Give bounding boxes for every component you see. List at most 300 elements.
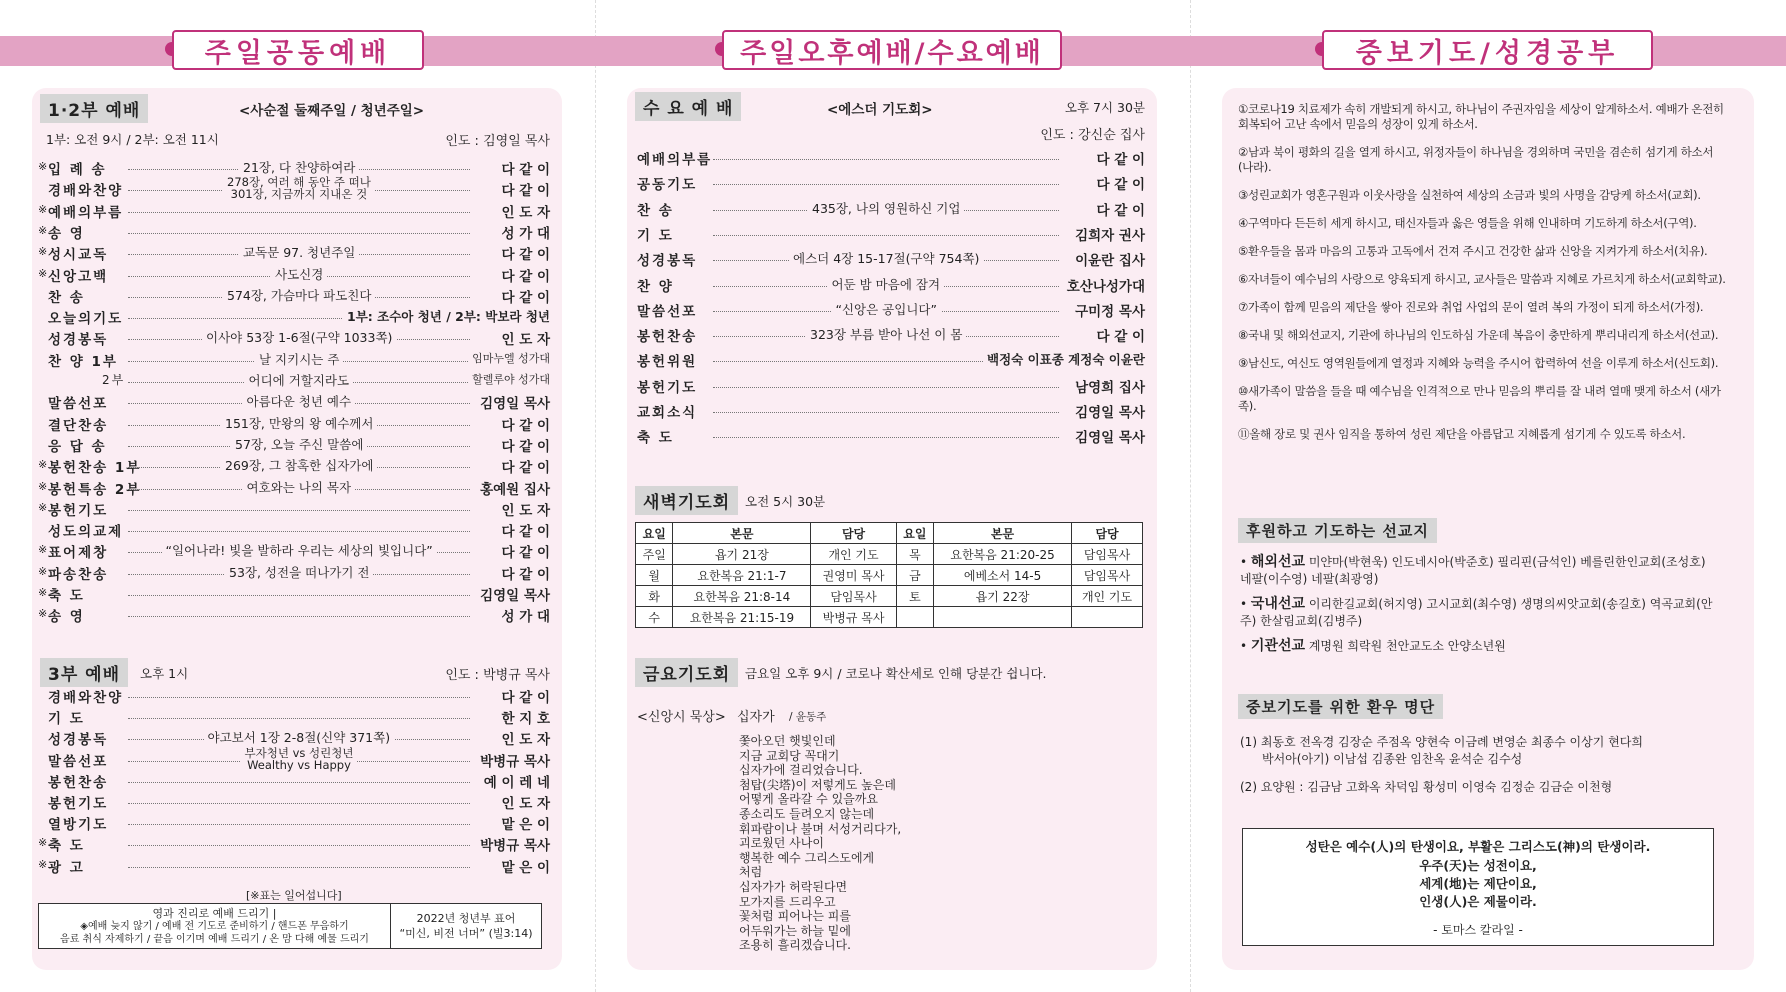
order-label: 표어제창 [48, 545, 109, 562]
order-label: 결단찬송 [48, 417, 109, 434]
order-label: 경배와찬양 [48, 183, 124, 200]
dawn-cell: 권영미 목사 [811, 565, 896, 586]
column-sunday-worship [0, 0, 595, 992]
order-label: 교회소식 [637, 405, 698, 421]
order-label: 경배와찬양 [48, 690, 124, 706]
motto-text: “미신, 비전 너머” (빌3:14) [399, 927, 533, 940]
dawn-cell: 월 [636, 565, 673, 586]
wednesday-time: 오후 7시 30분 [1064, 100, 1145, 115]
order-label: 2부 [102, 373, 126, 387]
prayer-item: ⑩새가족이 말씀을 들을 때 예수님을 인격적으로 만나 믿음의 뿌리를 잘 내려 열매 맺게 하소서 (새가족). [1238, 384, 1721, 413]
friday-title: 금요기도회 [635, 658, 738, 687]
order-person: 김영일 목사 [1071, 426, 1145, 446]
order-row [38, 478, 550, 498]
poem-line: 괴로웠던 사나이 [739, 836, 824, 851]
order-person: 맡 은 이 [497, 856, 550, 876]
poem-line: 모가지를 드리우고 [739, 894, 836, 909]
order-person: 남영희 집사 [1071, 376, 1145, 396]
poem-line: 종소리도 들려오지 않는데 [739, 806, 875, 821]
mission-item [1240, 596, 1720, 630]
sick-list-1a: (1) 최동호 전옥경 김장순 주점옥 양현숙 이금례 변영순 최종수 이상기 현다희 [1240, 735, 1643, 749]
order-row [637, 275, 1145, 295]
dawn-header-cell: 담당 [1072, 523, 1143, 544]
stand-mark: ※ [38, 564, 48, 578]
mission-label: 국내선교 [1250, 596, 1306, 612]
dotted-leader [128, 718, 470, 719]
worship-guide [39, 904, 391, 948]
poem-line: 지금 교회당 꼭대기 [739, 748, 840, 763]
order-row [38, 328, 550, 348]
poem-line: 어두워가는 하늘 밑에 [739, 923, 851, 938]
order-row [637, 350, 1145, 370]
order-person: 다 같 이 [1092, 199, 1145, 219]
quote-line3: 세계(地)는 제단이요, [1419, 876, 1537, 891]
order-label: 입 례 송 [48, 162, 107, 178]
prayer-item: ⑧국내 및 해외선교지, 기관에 하나님의 인도하심 가운데 복음이 충만하게 뿌리내리게 하소서(선교). [1238, 328, 1719, 342]
dawn-cell [1072, 607, 1143, 628]
stand-mark: ※ [38, 857, 48, 871]
order-label: 찬 양 [637, 278, 674, 295]
prayer-item: ①코로나19 치료제가 속히 개발되게 하시고, 하나님이 주권자임을 세상이 알게하소서. 예배가 온전히 회복되어 고난 속에서 믿음의 성장이 있게 하소서. [1238, 102, 1724, 131]
wednesday-subtitle: <에스더 기도회> [827, 102, 933, 118]
stand-mark: ※ [38, 586, 48, 599]
order-detail: “일어나라! 빛을 발하라 우리는 세상의 빛입니다” [162, 541, 437, 559]
dawn-schedule-table [635, 522, 1143, 628]
order-row [38, 222, 550, 242]
order-person: 김영일 목사 [476, 392, 550, 412]
order-label: 기 도 [48, 711, 85, 728]
quote-line4: 인생(人)은 제물이라. [1419, 894, 1537, 909]
stand-mark: ※ [38, 607, 48, 621]
prayer-item: ⑥자녀들이 예수님의 사랑으로 양육되게 하시고, 교사들은 말씀과 지혜로 가르치게 하소서(교회학교). [1238, 272, 1726, 286]
missions-list [1240, 554, 1720, 663]
stand-mark: ※ [38, 479, 48, 493]
prayer-item: ③성린교회가 영혼구원과 이웃사랑을 실천하여 세상의 소금과 빛의 사명을 감당케 하소서(교회). [1238, 188, 1701, 202]
third-service-time: 오후 1시 [140, 666, 189, 681]
order-label: 성도의교제 [48, 524, 124, 541]
prayer-item: ④구역마다 든든히 세게 하시고, 태신자들과 옳은 영들을 위해 인내하며 기도하게 하소서(구역). [1238, 216, 1697, 230]
sunday-times: 1부: 오전 9시 / 2부: 오전 11시 [46, 132, 219, 147]
worship-guide-line2: 음료 취식 자제하기 / 끝음 이기며 예배 드리기 / 온 맘 다해 예물 드리기 [60, 934, 369, 945]
dotted-leader [128, 803, 470, 804]
poem-line: 행복한 예수 그리스도에게 [739, 850, 875, 865]
poem-line: 십자가가 허락된다면 [739, 879, 848, 894]
sunday-service-title: 1·2부 예배 [40, 94, 148, 123]
order-row [38, 243, 550, 263]
order-person: 인 도 자 [497, 792, 550, 812]
poem-line: 꽃처럼 피어나는 피를 [739, 909, 851, 924]
order-detail: 아름다운 청년 예수 [243, 392, 356, 410]
dawn-cell: 박병규 목사 [811, 607, 896, 628]
order-label: 열방기도 [48, 817, 109, 834]
order-person: 김영일 목사 [1071, 401, 1145, 421]
wednesday-title: 수 요 예 배 [635, 92, 741, 121]
order-label: 성경봉독 [48, 332, 109, 349]
stand-mark: ※ [38, 836, 48, 850]
order-person: 맡 은 이 [497, 813, 550, 833]
third-service-title: 3부 예배 [40, 658, 128, 687]
mission-label: 기관선교 [1250, 638, 1306, 654]
order-label: 봉헌기도 [48, 502, 109, 519]
order-label: 봉헌찬송 [637, 329, 698, 346]
order-row [637, 224, 1145, 244]
order-person: 인 도 자 [497, 499, 550, 519]
dotted-leader [128, 867, 470, 868]
order-person: 인 도 자 [497, 728, 550, 748]
dotted-leader [128, 531, 470, 532]
order-person: 1부: 조수아 청년 / 2부: 박보라 청년 [343, 307, 550, 325]
order-row [38, 499, 550, 519]
dotted-leader [713, 412, 1059, 413]
motto-title: 2022년 청년부 표어 [416, 912, 516, 925]
order-row [38, 541, 550, 561]
order-label: 봉헌기도 [48, 796, 109, 812]
stand-mark: ※ [38, 543, 48, 557]
order-label: 축 도 [48, 588, 85, 604]
order-row [38, 265, 550, 285]
poem-line: 조용히 흘리겠습니다. [739, 938, 851, 953]
order-person: 임마누엘 성가대 [468, 350, 550, 366]
dotted-leader [128, 824, 470, 825]
order-detail: 날 지키시는 주 [255, 350, 343, 368]
order-label: 봉헌기도 [637, 379, 698, 396]
order-person: 백정숙 이표종 계정숙 이윤란 [983, 350, 1145, 368]
order-detail: 사도신경 [271, 265, 327, 283]
dawn-cell: 토 [896, 586, 933, 607]
mission-bullet: • [1240, 555, 1251, 569]
order-label: 성경봉독 [637, 253, 698, 270]
order-label: 예배의부름 [48, 204, 124, 221]
order-label: 봉헌특송 2부 [48, 481, 142, 498]
order-detail: “신앙은 공입니다” [832, 300, 941, 318]
poem-line: 처럼 [739, 865, 763, 880]
dawn-time: 오전 5시 30분 [745, 494, 826, 509]
order-label: 송 영 [48, 225, 85, 242]
order-row [38, 707, 550, 727]
sunday-panel [32, 88, 562, 970]
order-row [38, 771, 550, 791]
poem-line: 어떻게 올라갈 수 있을까요 [739, 792, 878, 807]
dawn-row [636, 565, 1143, 586]
sick-list-1b: 박서아(아기) 이남섭 김종완 임찬옥 윤석순 김수성 [1262, 752, 1523, 766]
order-detail: 교독문 97. 청년주일 [239, 243, 359, 261]
order-label: 봉헌위원 [637, 354, 698, 371]
order-row [38, 286, 550, 306]
wednesday-order-list [637, 148, 1145, 447]
missions-title: 후원하고 기도하는 선교지 [1238, 518, 1437, 543]
order-person: 다 같 이 [497, 456, 550, 476]
order-label: 축 도 [637, 430, 674, 447]
standing-note: [※표는 일어섭니다] [246, 889, 342, 902]
order-detail: 야고보서 1장 2-8절(신약 371쪽) [204, 728, 395, 746]
order-row [38, 834, 550, 854]
dotted-leader [128, 212, 470, 213]
prayer-item: ⑦가족이 함께 믿음의 제단을 쌓아 진로와 취업 사업의 문이 열려 복의 가정이 되게 하소서(가정). [1238, 300, 1704, 314]
order-person: 한 지 호 [497, 707, 550, 727]
order-person: 김희자 권사 [1071, 224, 1145, 244]
dotted-leader [128, 845, 470, 846]
order-detail: 574장, 가슴마다 파도친다 [223, 286, 375, 304]
order-label: 축 도 [48, 838, 85, 855]
section-header-sunday: 주일공동예배 [172, 30, 424, 70]
dawn-row [636, 544, 1143, 565]
order-row [38, 856, 550, 876]
order-person: 구미정 목사 [1071, 300, 1145, 320]
order-label: 봉헌찬송 1부 [48, 460, 142, 477]
dawn-cell: 요한복음 21:15-19 [673, 607, 811, 628]
wednesday-panel [627, 88, 1157, 970]
poem-line: 십자가에 걸리었습니다. [739, 763, 863, 778]
prayer-item: ⑨남신도, 여신도 영역원들에게 열정과 지혜와 능력을 주시어 합력하여 선을 이루게 하소서(신도회). [1238, 356, 1719, 370]
sunday-order-list [38, 158, 550, 628]
order-row [38, 605, 550, 625]
order-detail: 여호와는 나의 목자 [243, 478, 356, 496]
order-person: 다 같 이 [1092, 325, 1145, 345]
order-row [38, 745, 550, 772]
dotted-leader [713, 235, 1059, 236]
order-person: 김영일 목사 [476, 584, 550, 604]
prayer-item: ⑤환우들을 몸과 마음의 고통과 고독에서 건져 주시고 건강한 삶과 신앙을 지켜가게 하소서(치유). [1238, 244, 1708, 258]
order-label: 광 고 [48, 859, 85, 876]
dotted-leader [128, 233, 470, 234]
dawn-cell: 담임목사 [1072, 544, 1143, 565]
worship-guide-title: 영과 진리로 예배 드리기 | [152, 907, 277, 920]
mission-item [1240, 554, 1720, 588]
order-row [38, 686, 550, 706]
order-row [38, 456, 550, 476]
dawn-header-cell: 요일 [896, 523, 933, 544]
order-row [38, 350, 550, 370]
mission-item [1240, 638, 1720, 655]
quote-line2: 우주(天)는 성전이요, [1419, 858, 1537, 873]
dawn-row [636, 586, 1143, 607]
poem-line: 첨탑(尖塔)이 저렇게도 높은데 [739, 777, 896, 792]
column-afternoon-wednesday [595, 0, 1190, 992]
order-detail: 에스더 4장 15-17절(구약 754쪽) [789, 249, 983, 267]
order-label: 찬 송 [48, 289, 85, 306]
order-row [38, 175, 550, 202]
dotted-leader [128, 595, 470, 596]
order-row [38, 307, 550, 327]
order-person: 홍예원 집사 [476, 478, 550, 498]
order-row [637, 401, 1145, 421]
third-service-leader: 인도 : 박병규 목사 [445, 668, 550, 683]
order-row [38, 520, 550, 540]
intercession-panel [1222, 88, 1754, 970]
order-label: 응 답 송 [48, 438, 107, 455]
dawn-cell: 요한복음 21:8-14 [673, 586, 811, 607]
order-person: 박병규 목사 [476, 750, 550, 770]
dawn-header-cell: 담당 [811, 523, 896, 544]
order-row [637, 173, 1145, 193]
order-label: 찬 양 1부 [48, 353, 118, 370]
order-person: 인 도 자 [497, 328, 550, 348]
order-row [38, 392, 550, 412]
dotted-leader [713, 387, 1059, 388]
order-row [637, 199, 1145, 219]
order-person: 호산나성가대 [1063, 275, 1145, 295]
order-row [38, 813, 550, 833]
dotted-leader [128, 616, 470, 617]
section-header-wednesday: 주일오후예배/수요예배 [722, 30, 1062, 70]
worship-guide-line1: ◈예배 늦지 않기 / 예배 전 기도로 준비하기 / 핸드폰 무음하기 [80, 921, 349, 932]
dawn-cell: 화 [636, 586, 673, 607]
dawn-cell: 요한복음 21:20-25 [934, 544, 1072, 565]
stand-mark: ※ [38, 202, 48, 216]
order-label: 말씀선포 [637, 303, 698, 320]
order-person: 예 이 레 네 [480, 771, 550, 791]
dotted-leader [713, 184, 1059, 185]
order-label: 성경봉독 [48, 732, 109, 749]
dawn-title: 새벽기도회 [635, 486, 738, 515]
order-label: 말씀선포 [48, 396, 109, 413]
stand-mark: ※ [38, 458, 48, 472]
order-label: 기 도 [637, 227, 674, 244]
order-detail: 435장, 나의 영원하신 기업 [808, 199, 964, 217]
wednesday-leader: 인도 : 강신순 집사 [1040, 128, 1145, 143]
order-person: 다 같 이 [1092, 148, 1145, 168]
dawn-cell [934, 607, 1072, 628]
order-row [38, 371, 550, 391]
order-detail: 53장, 성전을 떠나가기 전 [225, 563, 373, 581]
sunday-leader: 인도 : 김영일 목사 [445, 134, 550, 149]
quote-author: - 토마스 칼라일 - [1433, 923, 1523, 937]
order-person: 다 같 이 [497, 243, 550, 263]
mission-text: 계명원 희락원 천안교도소 안양소년원 [1308, 639, 1506, 653]
order-person: 성 가 대 [497, 605, 550, 625]
order-person: 다 같 이 [497, 520, 550, 540]
order-row [637, 249, 1145, 269]
dawn-cell: 에베소서 14-5 [934, 565, 1072, 586]
dawn-table-header [636, 523, 1143, 544]
order-label: 공동기도 [637, 177, 698, 194]
sick-list-title: 중보기도를 위한 환우 명단 [1238, 694, 1443, 719]
order-row [38, 563, 550, 583]
poem-title: 십자가 [737, 710, 775, 725]
order-row [38, 201, 550, 221]
order-label: 말씀선포 [48, 753, 109, 770]
order-person: 다 같 이 [497, 286, 550, 306]
order-detail: 21장, 다 찬양하여라 [239, 158, 359, 176]
dotted-leader [713, 159, 1059, 160]
section-header-intercession: 중보기도/성경공부 [1322, 30, 1653, 70]
order-label: 성시교독 [48, 247, 109, 264]
order-detail: 57장, 오늘 주신 말씀에 [231, 435, 367, 453]
sunday-subtitle: <사순절 둘째주일 / 청년주일> [239, 103, 425, 119]
dawn-row [636, 607, 1143, 628]
order-detail: 323장 부름 받아 나선 이 몸 [806, 325, 966, 343]
order-row [637, 376, 1145, 396]
order-person: 다 같 이 [497, 414, 550, 434]
sick-list-2: (2) 요양원 : 김금남 고화옥 차덕임 황성미 이영숙 김정순 김금순 이천형 [1240, 780, 1613, 794]
dawn-cell: 주일 [636, 544, 673, 565]
order-person: 할렐루야 성가대 [468, 371, 550, 387]
order-person: 성 가 대 [497, 222, 550, 242]
order-label: 봉헌찬송 [48, 774, 109, 791]
dawn-cell: 욥기 21장 [673, 544, 811, 565]
dawn-cell: 요한복음 21:1-7 [673, 565, 811, 586]
order-detail: 278장, 여러 해 동안 주 떠나 301장, 지금까지 지내온 것 [223, 176, 375, 200]
order-label: 송 영 [48, 609, 85, 626]
order-person: 박병규 목사 [476, 834, 550, 854]
order-row [38, 435, 550, 455]
stand-mark: ※ [38, 500, 48, 514]
order-person: 다 같 이 [497, 686, 550, 706]
dawn-cell [896, 607, 933, 628]
order-detail: 부자청년 vs 성린청년 Wealthy vs Happy [241, 747, 358, 771]
order-person: 다 같 이 [497, 158, 550, 178]
order-label: 찬 송 [637, 202, 674, 219]
dawn-header-cell: 요일 [636, 523, 673, 544]
friday-text: 금요일 오후 9시 / 코로나 확산세로 인해 당분간 쉽니다. [745, 666, 1047, 681]
prayer-list [1238, 102, 1728, 455]
order-person: 다 같 이 [497, 265, 550, 285]
order-label: 신앙고백 [48, 268, 109, 285]
slogan-box [38, 903, 542, 949]
quote-box [1242, 828, 1714, 946]
dawn-cell: 수 [636, 607, 673, 628]
dawn-cell: 담임목사 [811, 586, 896, 607]
order-person: 다 같 이 [497, 435, 550, 455]
dawn-cell: 목 [896, 544, 933, 565]
order-detail: 269장, 그 참혹한 십자가에 [221, 456, 377, 474]
order-row [637, 148, 1145, 168]
order-row [637, 300, 1145, 320]
order-row [38, 792, 550, 812]
dawn-cell: 개인 기도 [811, 544, 896, 565]
yearly-motto [391, 904, 541, 948]
dawn-cell: 금 [896, 565, 933, 586]
mission-text: 미얀마(박현욱) 인도네시아(박준호) 필리핀(금석인) 베를린한인교회(조성호) 네팔(이수영) 네팔(최광영) [1240, 555, 1706, 586]
order-detail: 151장, 만왕의 왕 예수께서 [221, 414, 377, 432]
order-label: 예배의부름 [637, 152, 713, 168]
poem-author: / 윤동주 [789, 711, 827, 723]
stand-mark: ※ [38, 266, 48, 280]
order-person: 다 같 이 [497, 541, 550, 561]
stand-mark: ※ [38, 245, 48, 259]
sick-list-1 [1240, 734, 1643, 768]
order-label: 파송찬송 [48, 566, 109, 583]
dotted-leader [128, 510, 470, 511]
order-row [38, 414, 550, 434]
order-person: 이윤란 집사 [1071, 249, 1145, 269]
poem-label: <신앙시 묵상> [637, 710, 726, 725]
stand-mark: ※ [38, 160, 48, 173]
order-person: 다 같 이 [497, 563, 550, 583]
dawn-cell: 욥기 22장 [934, 586, 1072, 607]
order-detail: 이사야 53장 1-6절(구약 1033쪽) [202, 328, 396, 346]
poem-body [739, 734, 901, 953]
mission-bullet: • [1240, 597, 1251, 611]
dotted-leader [128, 697, 470, 698]
prayer-item: ⑪올해 장로 및 권사 임직을 통하여 성린 제단을 아름답고 지혜롭게 섬기게 수 있도록 하소서. [1238, 427, 1686, 441]
order-person: 다 같 이 [497, 179, 550, 199]
dawn-header-cell: 본문 [673, 523, 811, 544]
order-label: 오늘의기도 [48, 311, 124, 328]
dawn-cell: 담임목사 [1072, 565, 1143, 586]
stand-mark: ※ [38, 223, 48, 237]
order-row [637, 325, 1145, 345]
poem-line: 휘파람이나 불며 서성거리다가, [739, 821, 902, 836]
column-intercession [1190, 0, 1786, 992]
poem-line: 쫓아오던 햇빛인데 [739, 734, 836, 748]
prayer-item: ②남과 북이 평화의 길을 열게 하시고, 위정자들이 하나님을 경외하며 국민을 겸손히 섬기게 하소서(나라). [1238, 145, 1714, 174]
third-order-list [38, 686, 550, 876]
mission-label: 해외선교 [1250, 554, 1306, 570]
mission-text: 이리한길교회(허지영) 고시교회(최수영) 생명의씨앗교회(송길호) 역곡교회(안주) 한살림교회(김병주) [1240, 597, 1713, 628]
order-detail: 어둔 밤 마음에 잠겨 [828, 275, 945, 293]
quote-line1: 성탄은 예수(人)의 탄생이요, 부활은 그리스도(神)의 탄생이라. [1305, 839, 1651, 854]
